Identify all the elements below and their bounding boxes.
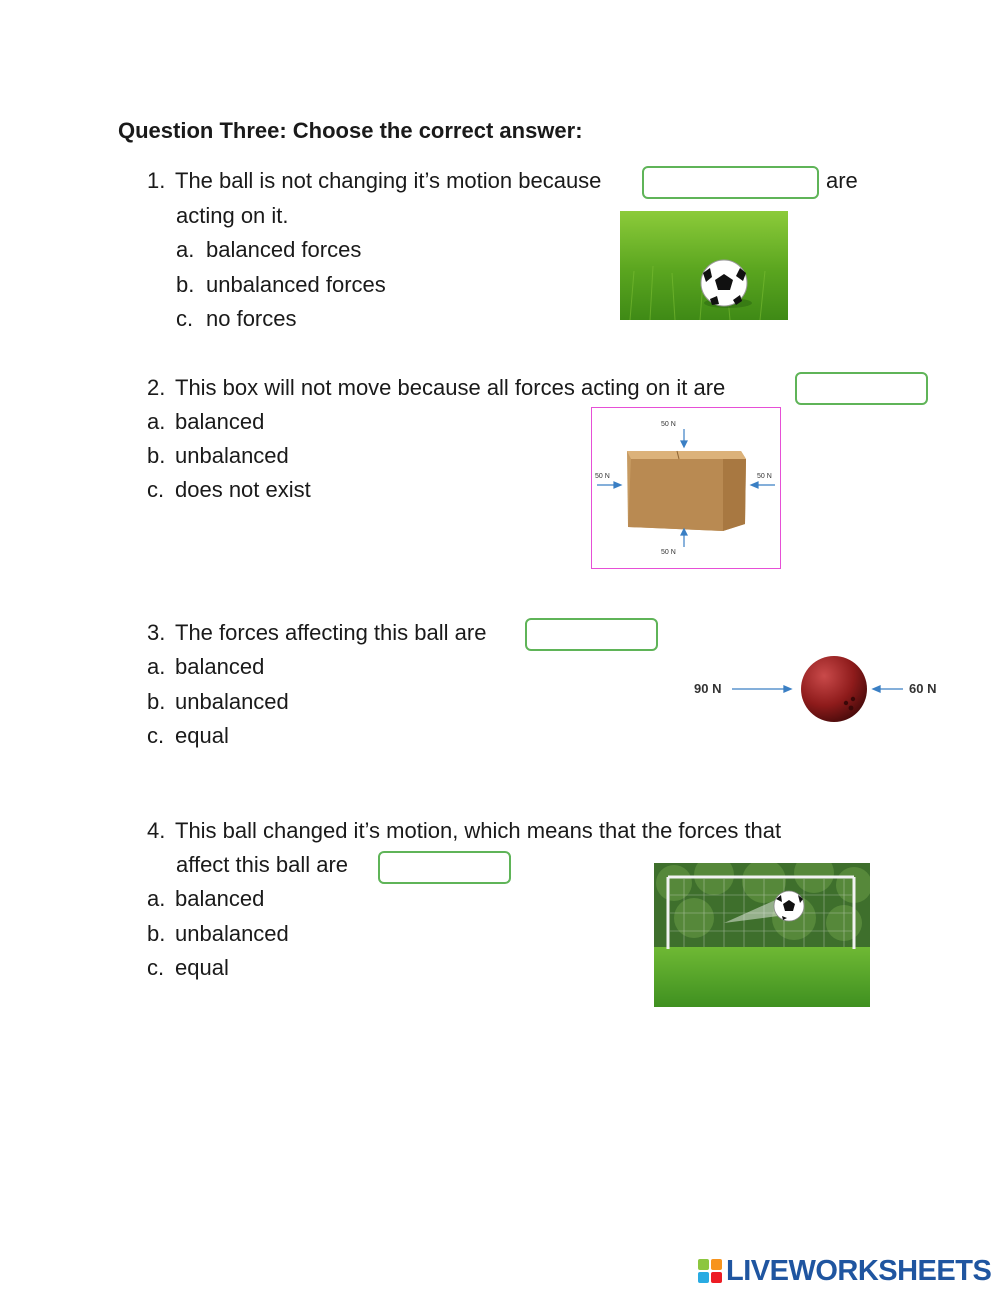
section-title: Question Three: Choose the correct answer: [118, 118, 583, 143]
answer-input-3[interactable] [525, 618, 658, 651]
box-forces-diagram [591, 407, 781, 569]
option-4a: a. balanced [147, 886, 265, 911]
force-label-right: 50 N [757, 473, 772, 480]
force-label-bottom: 50 N [661, 549, 676, 556]
question-3-line1 [147, 618, 486, 648]
question-number: 1. [147, 168, 166, 193]
question-4-line2: affect this ball are [176, 852, 349, 877]
option-2b: b. unbalanced [147, 443, 289, 468]
option-1c: c. no forces [176, 306, 297, 331]
question-text: The ball is not changing it’s motion because [175, 168, 602, 193]
question-number: 3. [147, 620, 166, 645]
option-4b: b. unbalanced [147, 921, 289, 946]
option-4c: c. equal [147, 955, 229, 980]
answer-input-2[interactable] [795, 372, 928, 405]
brand-name: LIVEWORKSHEETS [726, 1254, 992, 1287]
bowling-ball-forces-diagram [690, 650, 945, 728]
answer-input-1[interactable] [642, 166, 819, 199]
question-text: This box will not move because all forces acting on it are [175, 375, 726, 400]
force-label-right: 60 N [909, 681, 937, 696]
question-2-line1 [147, 373, 725, 403]
liveworksheets-logo [698, 1254, 991, 1288]
question-text-after-box: are [826, 168, 858, 193]
answer-input-4[interactable] [378, 851, 511, 884]
question-1-line2: acting on it. [176, 203, 289, 228]
force-label-top: 50 N [661, 421, 676, 428]
option-3b: b. unbalanced [147, 689, 289, 714]
option-1b: b. unbalanced forces [176, 272, 386, 297]
question-4-line1 [147, 816, 781, 846]
option-2c: c. does not exist [147, 477, 311, 502]
soccer-goal-image [654, 863, 870, 1007]
logo-blocks-icon [698, 1259, 722, 1283]
force-label-left: 50 N [595, 473, 610, 480]
force-label-left: 90 N [694, 681, 722, 696]
question-1-line1 [147, 166, 601, 196]
question-text: The forces affecting this ball are [175, 620, 487, 645]
question-number: 4. [147, 818, 166, 843]
soccer-ball-on-grass-image [620, 211, 788, 320]
question-number: 2. [147, 375, 166, 400]
question-text: This ball changed it’s motion, which means that the forces that [175, 818, 782, 843]
option-2a: a. balanced [147, 409, 265, 434]
option-3a: a. balanced [147, 654, 265, 679]
option-3c: c. equal [147, 723, 229, 748]
option-1a: a. balanced forces [176, 237, 362, 262]
